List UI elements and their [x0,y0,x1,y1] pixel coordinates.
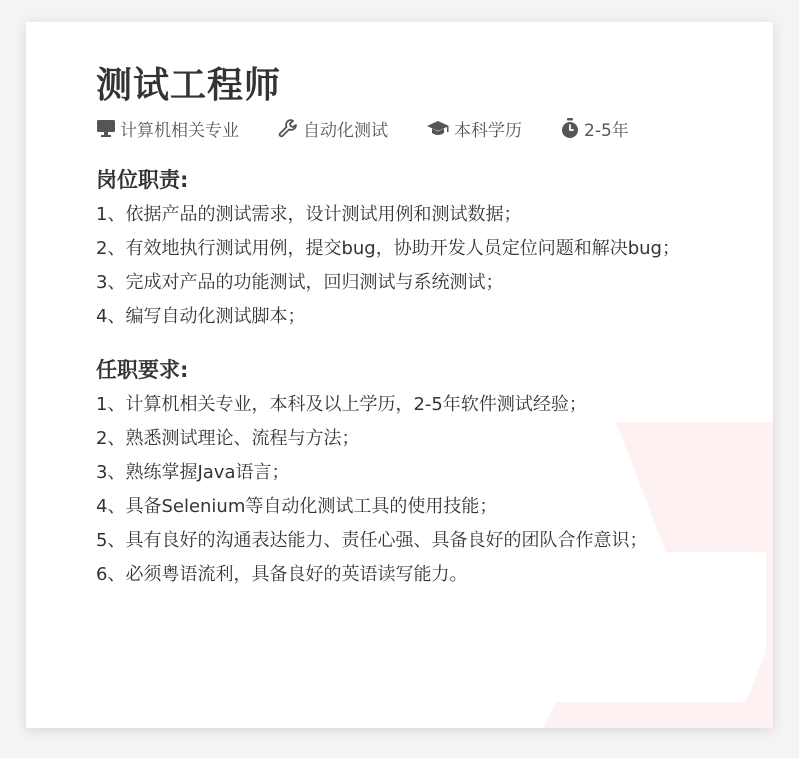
graduation-cap-icon [426,118,450,138]
meta-education [426,116,522,141]
list-item: 5、具有良好的沟通表达能力、责任心强、具备良好的团队合作意识； [96,530,648,551]
list-item: 2、有效地执行测试用例，提交bug，协助开发人员定位问题和解决bug； [96,238,680,259]
requirements-heading: 任职要求: [96,358,189,382]
list-item: 4、具备Selenium等自动化测试工具的使用技能； [96,496,498,517]
meta-skill-label: 自动化测试 [303,120,388,141]
monitor-icon [96,118,116,138]
meta-education-label: 本科学历 [454,120,522,141]
list-item: 6、必须粤语流利，具备良好的英语读写能力。 [96,564,468,585]
list-item: 1、依据产品的测试需求，设计测试用例和测试数据； [96,204,522,225]
meta-experience-label: 2-5年 [584,120,629,141]
job-meta [96,114,743,142]
wrench-icon [277,118,299,138]
list-item: 3、完成对产品的功能测试，回归测试与系统测试； [96,272,504,293]
list-item: 2、熟悉测试理论、流程与方法； [96,428,360,449]
responsibilities-list [96,198,743,334]
job-title: 测试工程师 [96,65,282,106]
requirements-list [96,388,743,592]
list-item: 4、编写自动化测试脚本； [96,306,306,327]
meta-major [96,116,239,141]
job-card [26,22,773,728]
stopwatch-icon [560,117,580,139]
responsibilities-heading: 岗位职责: [96,168,189,192]
list-item: 3、熟练掌握Java语言； [96,462,290,483]
meta-experience [560,116,629,141]
meta-skill [277,116,388,141]
list-item: 1、计算机相关专业，本科及以上学历，2-5年软件测试经验； [96,394,587,415]
meta-major-label: 计算机相关专业 [120,120,239,141]
